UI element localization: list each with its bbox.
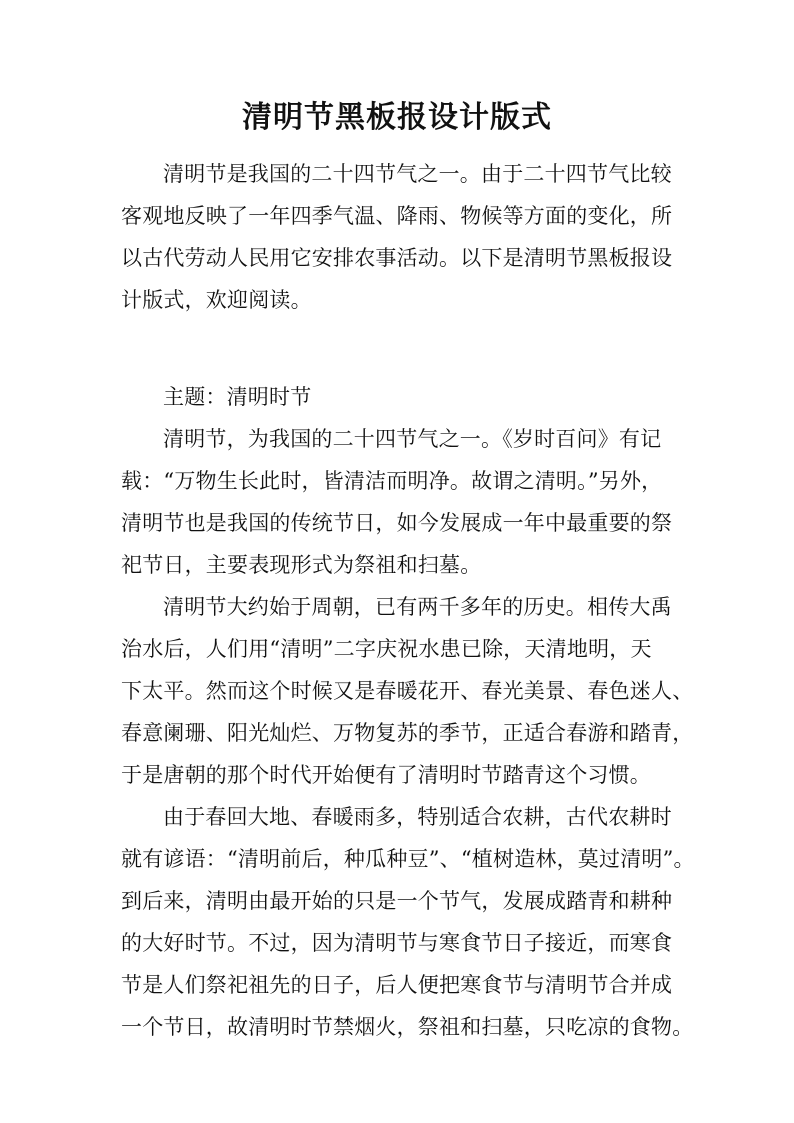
paragraph-2 xyxy=(121,586,694,796)
text-line: 下太平。然而这个时候又是春暖花开、春光美景、春色迷人、 xyxy=(121,679,694,703)
text-line: 于是唐朝的那个时代开始便有了清明时节踏青这个习惯。 xyxy=(121,763,651,787)
text-line: 就有谚语：“清明前后，种瓜种豆”、“植树造林，莫过清明”。 xyxy=(121,847,695,871)
text-line: 节是人们祭祀祖先的日子，后人便把寒食节与清明节合并成 xyxy=(121,973,673,997)
text-line: 祀节日，主要表现形式为祭祖和扫墓。 xyxy=(121,553,482,577)
text-line: 治水后，人们用“清明”二字庆祝水患已除，天清地明，天 xyxy=(121,637,652,661)
paragraph-gap xyxy=(121,321,681,376)
paragraph-1 xyxy=(121,418,681,586)
text-line: 清明节大约始于周朝，已有两千多年的历史。相传大禹 xyxy=(163,595,672,619)
text-line: 计版式，欢迎阅读。 xyxy=(121,288,312,312)
text-line: 一个节日，故清明时节禁烟火，祭祖和扫墓，只吃凉的食物。 xyxy=(121,1015,694,1039)
text-line: 客观地反映了一年四季气温、降雨、物候等方面的变化，所 xyxy=(121,204,673,228)
page-title: 清明节黑板报设计版式 xyxy=(242,100,552,135)
text-line: 清明节是我国的二十四节气之一。由于二十四节气比较 xyxy=(163,162,672,186)
text-line: 春意阑珊、阳光灿烂、万物复苏的季节，正适合春游和踏青， xyxy=(121,721,694,745)
text-line: 清明节，为我国的二十四节气之一。《岁时百问》有记 xyxy=(163,427,662,451)
text-line: 以古代劳动人民用它安排农事活动。以下是清明节黑板报设 xyxy=(121,246,673,270)
theme-heading: 主题：清明时节 xyxy=(163,385,312,409)
text-line: 到后来，清明由最开始的只是一个节气，发展成踏青和耕种 xyxy=(121,889,673,913)
text-line: 清明节也是我国的传统节日，如今发展成一年中最重要的祭 xyxy=(121,511,673,535)
document-body xyxy=(121,153,695,1048)
text-line: 的大好时节。不过，因为清明节与寒食节日子接近，而寒食 xyxy=(121,931,673,955)
paragraph-3 xyxy=(121,796,695,1048)
text-line: 由于春回大地、春暖雨多，特别适合农耕，古代农耕时 xyxy=(163,805,672,829)
text-line: 载：“万物生长此时，皆清洁而明净。故谓之清明。”另外， xyxy=(121,469,663,493)
intro-paragraph xyxy=(121,153,681,321)
